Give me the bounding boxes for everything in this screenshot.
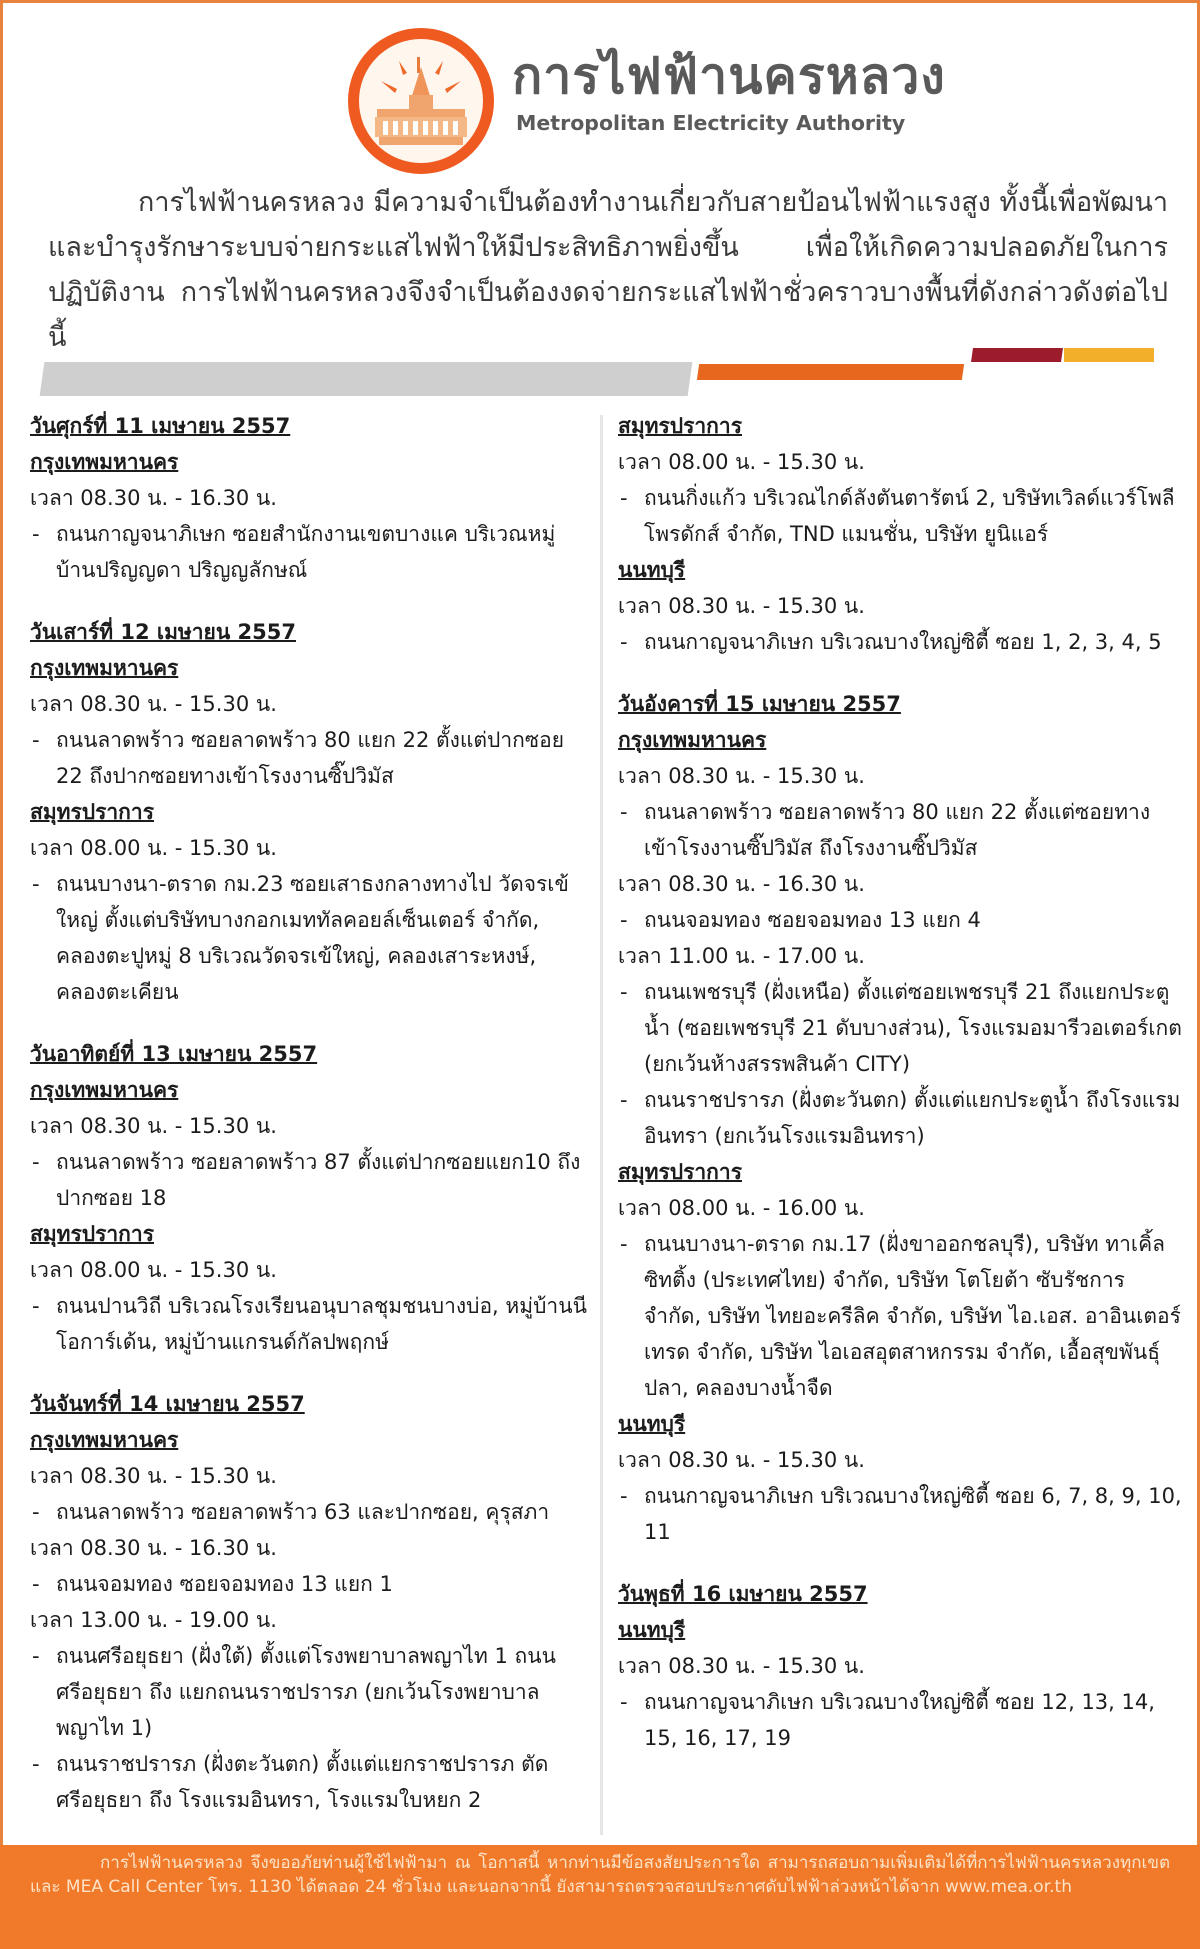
location-text: ถนนราชปรารภ (ฝั่งตะวันตก) ตั้งแต่แยกราชปรารภ ตัดศรีอยุธยา ถึง โรงแรมอินทรา, โรงแรมใบหยก 2 xyxy=(56,1752,549,1812)
location-text: ถนนกาญจนาภิเษก ซอยสำนักงานเขตบางแค บริเวณหมู่บ้านปริญญดา ปริญญลักษณ์ xyxy=(56,522,556,582)
deco-bar-darkred xyxy=(971,348,1063,362)
time-range: เวลา 08.00 น. - 16.00 น. xyxy=(618,1196,865,1220)
time-range: เวลา 08.30 น. - 16.30 น. xyxy=(618,872,865,896)
location-text: ถนนกาญจนาภิเษก บริเวณบางใหญ่ซิตี้ ซอย 1, 2, 3, 4, 5 xyxy=(644,630,1162,654)
location-text: ถนนลาดพร้าว ซอยลาดพร้าว 63 และปากซอย, คุรุสภา xyxy=(56,1500,550,1524)
decorative-color-bar xyxy=(0,340,1200,400)
time-range: เวลา 08.30 น. - 15.30 น. xyxy=(30,1114,277,1138)
intro-text: การไฟฟ้านครหลวง มีความจำเป็นต้องทำงานเกี่ยวกับสายป้อนไฟฟ้าแรงสูง ทั้งนี้เพื่อพัฒนาและบำรุงรักษาระบบจ่ายกระแสไฟฟ้าให้มีประสิทธิภาพยิ่งขึ้น เพื่อให้เกิดความปลอดภัยในการปฏิบัติงาน การไฟฟ้านครหลวงจึงจำเป็นต้องงดจ่ายกระแสไฟฟ้าชั่วคราวบางพื้นที่ดังกล่าวดังต่อไปนี้ xyxy=(48,187,1168,353)
region-title: สมุทรปราการ xyxy=(30,1222,154,1246)
list-item: - ถนนกาญจนาภิเษก บริเวณบางใหญ่ซิตี้ ซอย 1, 2, 3, 4, 5 xyxy=(618,624,1183,660)
region-title: กรุงเทพมหานคร xyxy=(30,450,179,474)
palace-emblem-icon xyxy=(359,39,483,163)
time-range: เวลา 08.00 น. - 15.30 น. xyxy=(30,836,277,860)
time-range: เวลา 08.00 น. - 15.30 น. xyxy=(618,450,865,474)
list-item: - ถนนบางนา-ตราด กม.17 (ฝั่งขาออกชลบุรี), บริษัท ทาเคิ้ลซิทติ้ง (ประเทศไทย) จำกัด, บริษัท โตโยต้า ซับรัชการ จำกัด, บริษัท ไทยอะครีลิค จำกัด, บริษัท ไอ.เอส. อาอินเตอร์เทรด จำกัด, บริษัท ไอเอสอุตสาหกรรม จำกัด, เอื้อสุขพันธุ์ปลา, คลองบางน้ำจืด xyxy=(618,1226,1183,1406)
list-item: - ถนนราชปรารภ (ฝั่งตะวันตก) ตั้งแต่แยกราชปรารภ ตัดศรีอยุธยา ถึง โรงแรมอินทรา, โรงแรมใบหยก 2 xyxy=(30,1746,590,1818)
time-range: เวลา 08.00 น. - 15.30 น. xyxy=(30,1258,277,1282)
time-range: เวลา 08.30 น. - 15.30 น. xyxy=(30,692,277,716)
org-name-thai: การไฟฟ้านครหลวง xyxy=(512,47,946,105)
day-block-13 xyxy=(30,1036,590,1360)
list-item: - ถนนลาดพร้าว ซอยลาดพร้าว 80 แยก 22 ตั้งแต่ปากซอย 22 ถึงปากซอยทางเข้าโรงงานซิ๊ปวิมัส xyxy=(30,722,590,794)
list-item: - ถนนปานวิถี บริเวณโรงเรียนอนุบาลชุมชนบางบ่อ, หมู่บ้านนีโอการ์เด้น, หมู่บ้านแกรนด์กัลปพฤกษ์ xyxy=(30,1288,590,1360)
time-range: เวลา 08.30 น. - 15.30 น. xyxy=(618,594,865,618)
deco-bar-yellow xyxy=(1064,348,1154,362)
deco-bar-gray xyxy=(40,362,693,396)
list-item: - ถนนลาดพร้าว ซอยลาดพร้าว 80 แยก 22 ตั้งแต่ซอยทางเข้าโรงงานซิ๊ปวิมัส ถึงโรงงานซิ๊ปวิมัส xyxy=(618,794,1183,866)
region-title: กรุงเทพมหานคร xyxy=(30,1078,179,1102)
time-range: เวลา 08.30 น. - 15.30 น. xyxy=(30,1464,277,1488)
right-column xyxy=(618,408,1183,1756)
day-block-15 xyxy=(618,686,1183,1550)
left-column xyxy=(30,408,590,1818)
region-title: กรุงเทพมหานคร xyxy=(618,728,767,752)
location-text: ถนนบางนา-ตราด กม.17 (ฝั่งขาออกชลบุรี), บริษัท ทาเคิ้ลซิทติ้ง (ประเทศไทย) จำกัด, บริษัท โตโยต้า ซับรัชการ จำกัด, บริษัท ไทยอะครีลิค จำกัด, บริษัท ไอ.เอส. อาอินเตอร์เทรด จำกัด, บริษัท ไอเอสอุตสาหกรรม จำกัด, เอื้อสุขพันธุ์ปลา, คลองบางน้ำจืด xyxy=(644,1232,1181,1400)
day-block-14-continued xyxy=(618,408,1183,660)
org-name-english: Metropolitan Electricity Authority xyxy=(516,111,906,135)
region-title: กรุงเทพมหานคร xyxy=(30,656,179,680)
list-item: - ถนนกาญจนาภิเษก บริเวณบางใหญ่ซิตี้ ซอย 6, 7, 8, 9, 10, 11 xyxy=(618,1478,1183,1550)
region-title: กรุงเทพมหานคร xyxy=(30,1428,179,1452)
list-item: - ถนนจอมทอง ซอยจอมทอง 13 แยก 4 xyxy=(618,902,1183,938)
location-text: ถนนลาดพร้าว ซอยลาดพร้าว 80 แยก 22 ตั้งแต่ปากซอย 22 ถึงปากซอยทางเข้าโรงงานซิ๊ปวิมัส xyxy=(56,728,565,788)
location-text: ถนนจอมทอง ซอยจอมทอง 13 แยก 4 xyxy=(644,908,981,932)
day-block-14 xyxy=(30,1386,590,1818)
day-block-12 xyxy=(30,614,590,1010)
location-text: ถนนกิ่งแก้ว บริเวณไกด์ลังตันตารัตน์ 2, บริษัทเวิลด์แวร์โพลีโพรดักส์ จำกัด, TND แมนชั่น, บริษัท ยูนิแอร์ xyxy=(644,486,1175,546)
day-title: วันอาทิตย์ที่ 13 เมษายน 2557 xyxy=(30,1042,318,1066)
region-title: สมุทรปราการ xyxy=(30,800,154,824)
location-text: ถนนเพชรบุรี (ฝั่งเหนือ) ตั้งแต่ซอยเพชรบุรี 21 ถึงแยกประตูน้ำ (ซอยเพชรบุรี 21 ดับบางส่วน), โรงแรมอมารีวอเตอร์เกต (ยกเว้นห้างสรรพสินค้า CITY) xyxy=(644,980,1182,1076)
time-range: เวลา 13.00 น. - 19.00 น. xyxy=(30,1608,277,1632)
region-title: สมุทรปราการ xyxy=(618,414,742,438)
list-item: - ถนนกิ่งแก้ว บริเวณไกด์ลังตันตารัตน์ 2, บริษัทเวิลด์แวร์โพลีโพรดักส์ จำกัด, TND แมนชั่น, บริษัท ยูนิแอร์ xyxy=(618,480,1183,552)
list-item: - ถนนเพชรบุรี (ฝั่งเหนือ) ตั้งแต่ซอยเพชรบุรี 21 ถึงแยกประตูน้ำ (ซอยเพชรบุรี 21 ดับบางส่วน), โรงแรมอมารีวอเตอร์เกต (ยกเว้นห้างสรรพสินค้า CITY) xyxy=(618,974,1183,1082)
time-range: เวลา 11.00 น. - 17.00 น. xyxy=(618,944,865,968)
day-title: วันเสาร์ที่ 12 เมษายน 2557 xyxy=(30,620,296,644)
list-item: - ถนนศรีอยุธยา (ฝั่งใต้) ตั้งแต่โรงพยาบาลพญาไท 1 ถนนศรีอยุธยา ถึง แยกถนนราชปรารภ (ยกเว้นโรงพยาบาลพญาไท 1) xyxy=(30,1638,590,1746)
column-divider xyxy=(600,415,603,1835)
location-text: ถนนปานวิถี บริเวณโรงเรียนอนุบาลชุมชนบางบ่อ, หมู่บ้านนีโอการ์เด้น, หมู่บ้านแกรนด์กัลปพฤกษ์ xyxy=(56,1294,587,1354)
time-range: เวลา 08.30 น. - 15.30 น. xyxy=(618,764,865,788)
time-range: เวลา 08.30 น. - 15.30 น. xyxy=(618,1654,865,1678)
location-text: ถนนราชปรารภ (ฝั่งตะวันตก) ตั้งแต่แยกประตูน้ำ ถึงโรงแรมอินทรา (ยกเว้นโรงแรมอินทรา) xyxy=(644,1088,1181,1148)
footer-text: การไฟฟ้านครหลวง จึงขออภัยท่านผู้ใช้ไฟฟ้ามา ณ โอกาสนี้ หากท่านมีข้อสงสัยประการใด สามารถสอบถามเพิ่มเติมได้ที่การไฟฟ้านครหลวงทุกเขต และ MEA Call Center โทร. 1130 ได้ตลอด 24 ชั่วโมง และนอกจากนี้ ยังสามารถตรวจสอบประกาศดับไฟฟ้าล่วงหน้าได้จาก www.mea.or.th xyxy=(30,1853,1170,1897)
day-block-11 xyxy=(30,408,590,588)
list-item: - ถนนลาดพร้าว ซอยลาดพร้าว 87 ตั้งแต่ปากซอยแยก10 ถึง ปากซอย 18 xyxy=(30,1144,590,1216)
region-title: สมุทรปราการ xyxy=(618,1160,742,1184)
mea-logo xyxy=(348,28,494,174)
day-title: วันอังคารที่ 15 เมษายน 2557 xyxy=(618,692,901,716)
deco-bar-orange xyxy=(697,364,964,380)
intro-paragraph xyxy=(48,180,1168,360)
location-text: ถนนกาญจนาภิเษก บริเวณบางใหญ่ซิตี้ ซอย 12, 13, 14, 15, 16, 17, 19 xyxy=(644,1690,1155,1750)
day-block-16 xyxy=(618,1576,1183,1756)
location-text: ถนนบางนา-ตราด กม.23 ซอยเสาธงกลางทางไป วัดจรเข้ใหญ่ ตั้งแต่บริษัทบางกอกเมททัลคอยล์เซ็นเตอร์ จำกัด, คลองตะปูหมู่ 8 บริเวณวัดจรเข้ใหญ่, คลองเสาระหงษ์, คลองตะเคียน xyxy=(56,872,569,1004)
time-range: เวลา 08.30 น. - 15.30 น. xyxy=(618,1448,865,1472)
time-range: เวลา 08.30 น. - 16.30 น. xyxy=(30,1536,277,1560)
location-text: ถนนลาดพร้าว ซอยลาดพร้าว 80 แยก 22 ตั้งแต่ซอยทางเข้าโรงงานซิ๊ปวิมัส ถึงโรงงานซิ๊ปวิมัส xyxy=(644,800,1151,860)
list-item: - ถนนกาญจนาภิเษก ซอยสำนักงานเขตบางแค บริเวณหมู่บ้านปริญญดา ปริญญลักษณ์ xyxy=(30,516,590,588)
list-item: - ถนนกาญจนาภิเษก บริเวณบางใหญ่ซิตี้ ซอย 12, 13, 14, 15, 16, 17, 19 xyxy=(618,1684,1183,1756)
list-item: - ถนนลาดพร้าว ซอยลาดพร้าว 63 และปากซอย, คุรุสภา xyxy=(30,1494,590,1530)
day-title: วันพุธที่ 16 เมษายน 2557 xyxy=(618,1582,868,1606)
region-title: นนทบุรี xyxy=(618,558,686,582)
region-title: นนทบุรี xyxy=(618,1412,686,1436)
list-item: - ถนนจอมทอง ซอยจอมทอง 13 แยก 1 xyxy=(30,1566,590,1602)
location-text: ถนนจอมทอง ซอยจอมทอง 13 แยก 1 xyxy=(56,1572,393,1596)
footer-notice xyxy=(0,1845,1200,1949)
region-title: นนทบุรี xyxy=(618,1618,686,1642)
list-item: - ถนนบางนา-ตราด กม.23 ซอยเสาธงกลางทางไป วัดจรเข้ใหญ่ ตั้งแต่บริษัทบางกอกเมททัลคอยล์เซ็นเตอร์ จำกัด, คลองตะปูหมู่ 8 บริเวณวัดจรเข้ใหญ่, คลองเสาระหงษ์, คลองตะเคียน xyxy=(30,866,590,1010)
header xyxy=(0,0,1200,180)
day-title: วันศุกร์ที่ 11 เมษายน 2557 xyxy=(30,414,291,438)
list-item: - ถนนราชปรารภ (ฝั่งตะวันตก) ตั้งแต่แยกประตูน้ำ ถึงโรงแรมอินทรา (ยกเว้นโรงแรมอินทรา) xyxy=(618,1082,1183,1154)
time-range: เวลา 08.30 น. - 16.30 น. xyxy=(30,486,277,510)
day-title: วันจันทร์ที่ 14 เมษายน 2557 xyxy=(30,1392,305,1416)
location-text: ถนนศรีอยุธยา (ฝั่งใต้) ตั้งแต่โรงพยาบาลพญาไท 1 ถนนศรีอยุธยา ถึง แยกถนนราชปรารภ (ยกเว้นโรงพยาบาลพญาไท 1) xyxy=(56,1644,556,1740)
location-text: ถนนลาดพร้าว ซอยลาดพร้าว 87 ตั้งแต่ปากซอยแยก10 ถึง ปากซอย 18 xyxy=(56,1150,581,1210)
location-text: ถนนกาญจนาภิเษก บริเวณบางใหญ่ซิตี้ ซอย 6, 7, 8, 9, 10, 11 xyxy=(644,1484,1182,1544)
